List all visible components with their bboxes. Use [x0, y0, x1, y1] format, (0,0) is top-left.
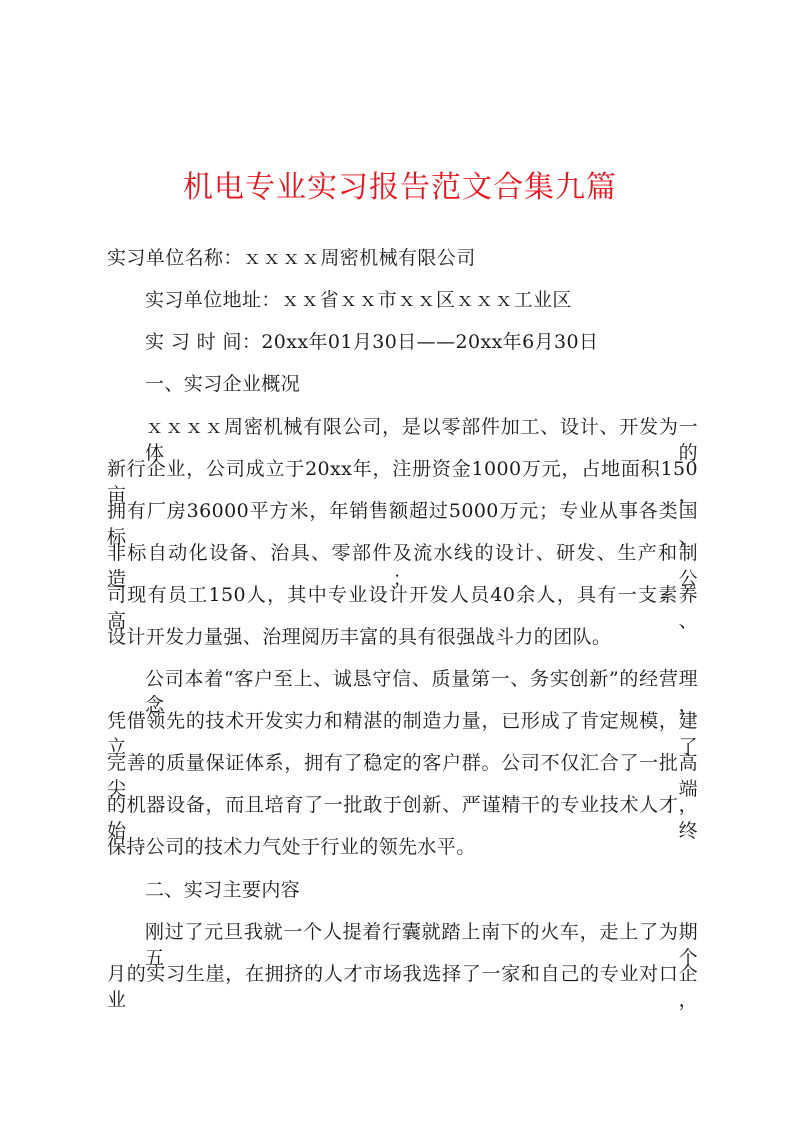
paragraph-line: 公司本着“客户至上、诚恳守信、质量第一、务实创新”的经营理念，: [145, 668, 698, 716]
paragraph-line: 设计开发力量强、治理阅历丰富的具有很强战斗力的团队。: [107, 626, 612, 648]
paragraph-line: 保持公司的技术力气处于行业的领先水平。: [107, 836, 476, 858]
paragraph-line: 拥有厂房36000平方米，年销售额超过5000万元；专业从事各类国标、: [107, 500, 698, 548]
paragraph-line: 非标自动化设备、治具、零部件及流水线的设计、研发、生产和制造；公: [107, 542, 698, 590]
paragraph-line: 月的实习生崖，在拥挤的人才市场我选择了一家和自己的专业对口企业，: [107, 963, 698, 1011]
paragraph-line: 刚过了元旦我就一个人提着行囊就踏上南下的火车，走上了为期五个: [145, 921, 698, 969]
paragraph-line: 司现有员工150人，其中专业设计开发人员40余人，具有一支素养高、: [107, 584, 698, 632]
internship-period-line: 实 习 时 间：20xx年01月30日——20xx年6月30日: [145, 331, 599, 353]
section-heading-company-overview: 一、实习企业概况: [145, 373, 301, 395]
paragraph-line: 完善的质量保证体系，拥有了稳定的客户群。公司不仅汇合了一批高尖端: [107, 752, 698, 800]
section-heading-main-content: 二、实习主要内容: [145, 879, 301, 901]
paragraph-line: 凭借领先的技术开发实力和精湛的制造力量，已形成了肯定规模，建立了: [107, 710, 698, 758]
unit-address-line: 实习单位地址：ｘｘ省ｘｘ市ｘｘ区ｘｘｘ工业区: [145, 289, 572, 311]
unit-name-line: 实习单位名称：ｘｘｘｘ周密机械有限公司: [107, 247, 476, 269]
paragraph-line: ｘｘｘｘ周密机械有限公司，是以零部件加工、设计、开发为一体的: [145, 416, 698, 464]
paragraph-line: 的机器设备，而且培育了一批敢于创新、严谨精干的专业技术人才，始终: [107, 794, 698, 842]
paragraph-line: 新行企业，公司成立于20xx年，注册资金1000万元，占地面积150亩，: [107, 458, 698, 506]
document-title: 机电专业实习报告范文合集九篇: [183, 170, 617, 205]
